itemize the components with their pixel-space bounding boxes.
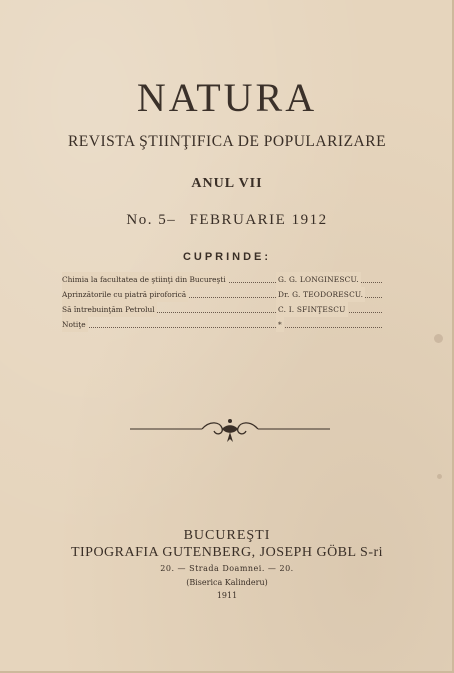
publication-year: 1911 [216,591,238,600]
printer: TIPOGRAFIA GUTENBERG, JOSEPH GÖBL S-ri [70,545,384,560]
address-note: (Biserica Kalinderu) [186,578,268,587]
table-of-contents [62,272,382,332]
article-author: Dr. G. TEODORESCU. [276,287,365,302]
paper-stain [434,334,443,343]
printer-address: 20. — Strada Doamnei. — 20. [160,564,294,573]
list-item [62,272,382,287]
list-item [62,302,382,317]
paper-stain [437,474,442,479]
volume-year: ANUL VII [191,176,263,191]
article-author: * [276,317,284,332]
contents-heading: CUPRINDE: [182,251,272,263]
article-title: Să întrebuinţăm Petrolul [62,302,157,317]
issue-date: FEBRUARIE 1912 [189,212,328,228]
list-item [62,317,382,332]
article-title: Notiţe [62,317,88,332]
magazine-subtitle: REVISTA ŞTIINŢIFICA DE POPULARIZARE [67,133,387,150]
magazine-title: NATURA [136,75,318,120]
ornament-divider [130,416,330,446]
dot-leader [62,327,382,328]
issue-line [0,212,454,229]
article-title: Aprinzătorile cu piatră piroforică [62,287,188,302]
article-author: G. G. LONGINESCU. [276,272,361,287]
article-title: Chimia la facultatea de ştiinţi din Bucureşti [62,272,228,287]
issue-number: No. 5– [126,212,177,228]
city: BUCUREŞTI [183,528,271,543]
list-item [62,287,382,302]
article-author: C. I. SFINŢESCU [276,302,348,317]
